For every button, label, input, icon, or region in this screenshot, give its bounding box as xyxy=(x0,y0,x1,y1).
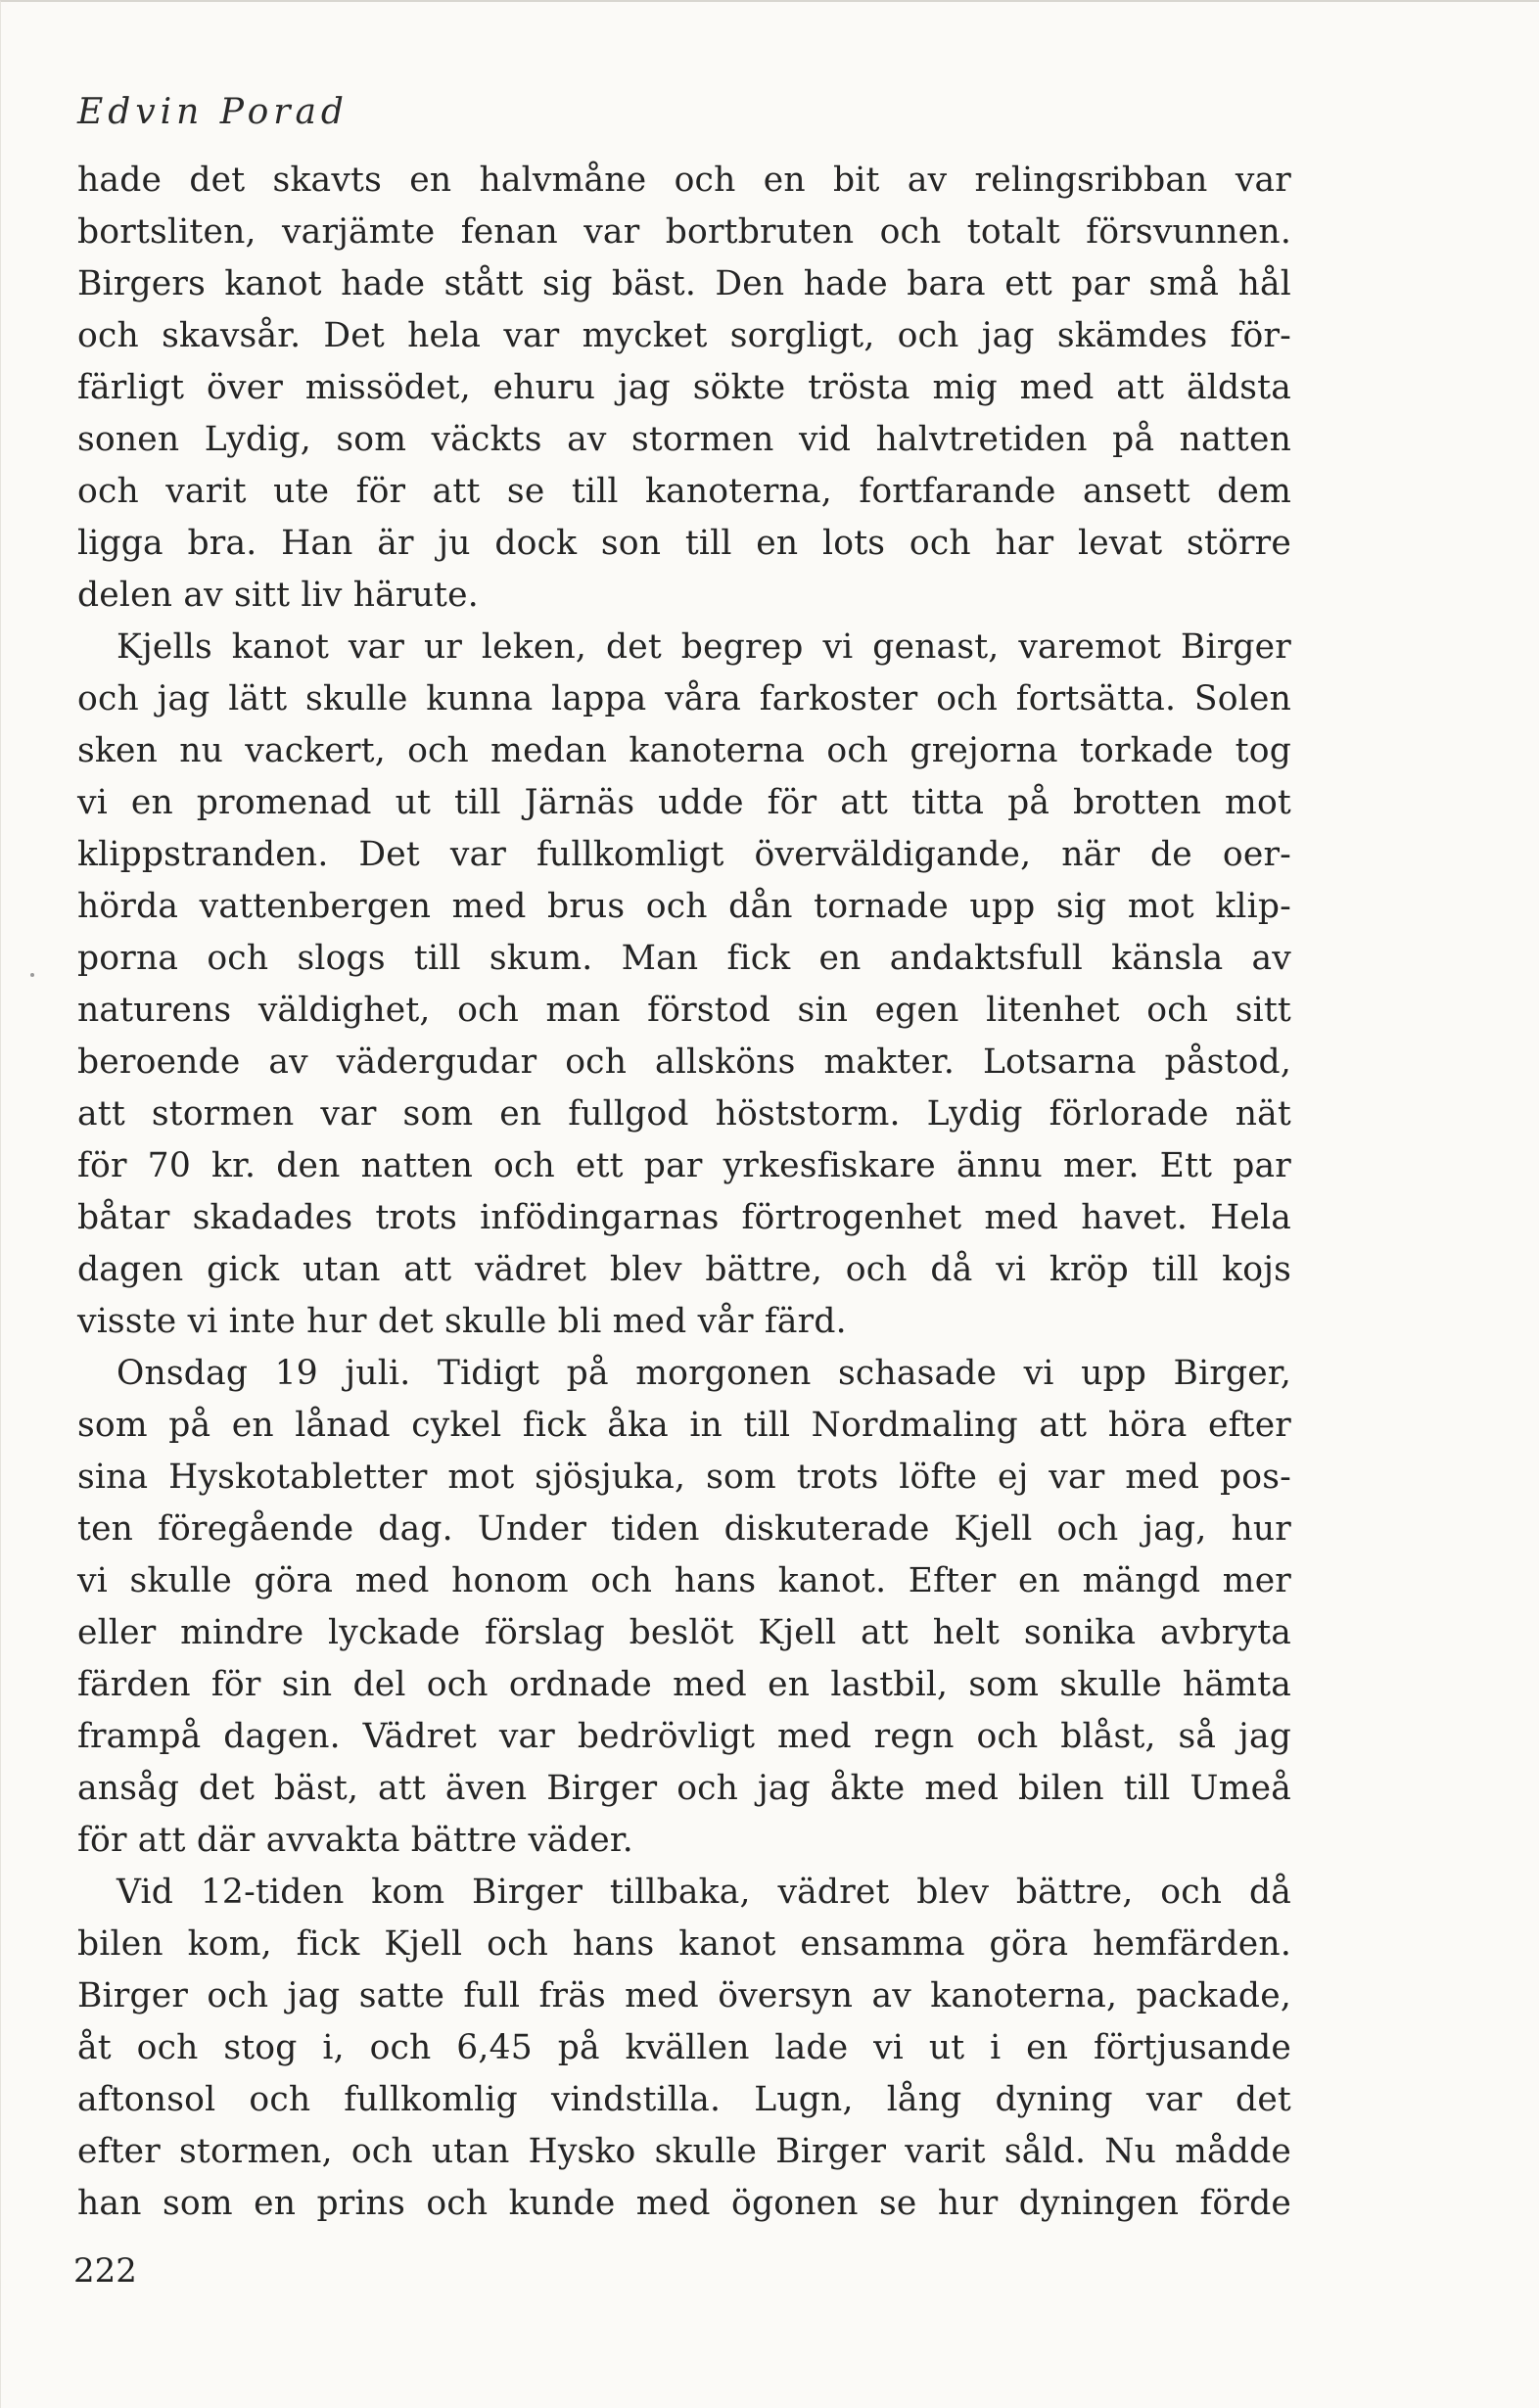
paragraph xyxy=(77,1867,1291,2230)
paragraph xyxy=(77,155,1291,622)
text-line: och varit ute för att se till kanoterna, fortfarande ansett dem xyxy=(77,472,1291,511)
body-text xyxy=(77,155,1291,2230)
text-line: att stormen var som en fullgod höststorm. Lydig förlorade nät xyxy=(77,1094,1291,1134)
text-line: sonen Lydig, som väckts av stormen vid halvtretiden på natten xyxy=(77,420,1291,459)
text-line: naturens väldighet, och man förstod sin egen litenhet och sitt xyxy=(77,991,1291,1030)
text-line: sken nu vackert, och medan kanoterna och grejorna torkade tog xyxy=(77,731,1291,770)
text-line: efter stormen, och utan Hysko skulle Birger varit såld. Nu mådde xyxy=(77,2132,1291,2171)
text-line: Birger och jag satte full fräs med översyn av kanoterna, packade, xyxy=(77,1976,1291,2015)
paragraph xyxy=(77,1348,1291,1867)
text-line: frampå dagen. Vädret var bedrövligt med regn och blåst, så jag xyxy=(77,1717,1291,1756)
text-line: porna och slogs till skum. Man fick en andaktsfull känsla av xyxy=(77,939,1291,978)
text-line: som på en lånad cykel fick åka in till Nordmaling att höra efter xyxy=(77,1406,1291,1445)
running-head: Edvin Porad xyxy=(77,92,349,132)
text-line: ansåg det bäst, att även Birger och jag åkte med bilen till Umeå xyxy=(77,1769,1291,1808)
text-line: Kjells kanot var ur leken, det begrep vi genast, varemot Birger xyxy=(117,627,1291,667)
text-line: klippstranden. Det var fullkomligt överväldigande, när de oer- xyxy=(77,835,1291,874)
paragraph xyxy=(77,622,1291,1348)
text-line: och skavsår. Det hela var mycket sorgligt, och jag skämdes för- xyxy=(77,316,1291,355)
text-line: ligga bra. Han är ju dock son till en lots och har levat större xyxy=(77,524,1291,563)
text-line: färligt över missödet, ehuru jag sökte trösta mig med att äldsta xyxy=(77,368,1291,407)
text-line: bilen kom, fick Kjell och hans kanot ensamma göra hemfärden. xyxy=(77,1924,1291,1964)
text-line: båtar skadades trots infödingarnas förtrogenhet med havet. Hela xyxy=(77,1198,1291,1237)
text-line: aftonsol och fullkomlig vindstilla. Lugn, lång dyning var det xyxy=(77,2080,1291,2119)
text-line: dagen gick utan att vädret blev bättre, och då vi kröp till kojs xyxy=(77,1250,1291,1289)
text-line: ten föregående dag. Under tiden diskuterade Kjell och jag, hur xyxy=(77,1509,1291,1549)
text-line: färden för sin del och ordnade med en lastbil, som skulle hämta xyxy=(77,1665,1291,1704)
text-line: hörda vattenbergen med brus och dån tornade upp sig mot klip- xyxy=(77,887,1291,926)
text-line: Onsdag 19 juli. Tidigt på morgonen schasade vi upp Birger, xyxy=(117,1354,1291,1393)
text-line: bortsliten, varjämte fenan var bortbruten och totalt försvunnen. xyxy=(77,212,1291,252)
text-line: för att där avvakta bättre väder. xyxy=(77,1821,633,1860)
text-line: vi skulle göra med honom och hans kanot. Efter en mängd mer xyxy=(77,1561,1291,1600)
text-line: Birgers kanot hade stått sig bäst. Den hade bara ett par små hål xyxy=(77,264,1291,303)
text-line: åt och stog i, och 6,45 på kvällen lade vi ut i en förtjusande xyxy=(77,2028,1291,2067)
text-line: delen av sitt liv härute. xyxy=(77,576,479,615)
margin-speck xyxy=(30,973,34,977)
text-line: vi en promenad ut till Järnäs udde för att titta på brotten mot xyxy=(77,783,1291,822)
text-line: visste vi inte hur det skulle bli med vår färd. xyxy=(77,1302,847,1341)
text-line: hade det skavts en halvmåne och en bit av relingsribban var xyxy=(77,161,1291,200)
text-line: för 70 kr. den natten och ett par yrkesfiskare ännu mer. Ett par xyxy=(77,1146,1291,1185)
text-line: sina Hyskotabletter mot sjösjuka, som trots löfte ej var med pos- xyxy=(77,1458,1291,1497)
text-line: och jag lätt skulle kunna lappa våra farkoster och fortsätta. Solen xyxy=(77,679,1291,718)
text-line: eller mindre lyckade förslag beslöt Kjell att helt sonika avbryta xyxy=(77,1613,1291,1652)
text-line: beroende av vädergudar och allsköns makter. Lotsarna påstod, xyxy=(77,1042,1291,1082)
page-number: 222 xyxy=(73,2251,137,2291)
text-line: han som en prins och kunde med ögonen se hur dyningen förde xyxy=(77,2184,1291,2223)
text-line: Vid 12-tiden kom Birger tillbaka, vädret blev bättre, och då xyxy=(117,1873,1291,1912)
